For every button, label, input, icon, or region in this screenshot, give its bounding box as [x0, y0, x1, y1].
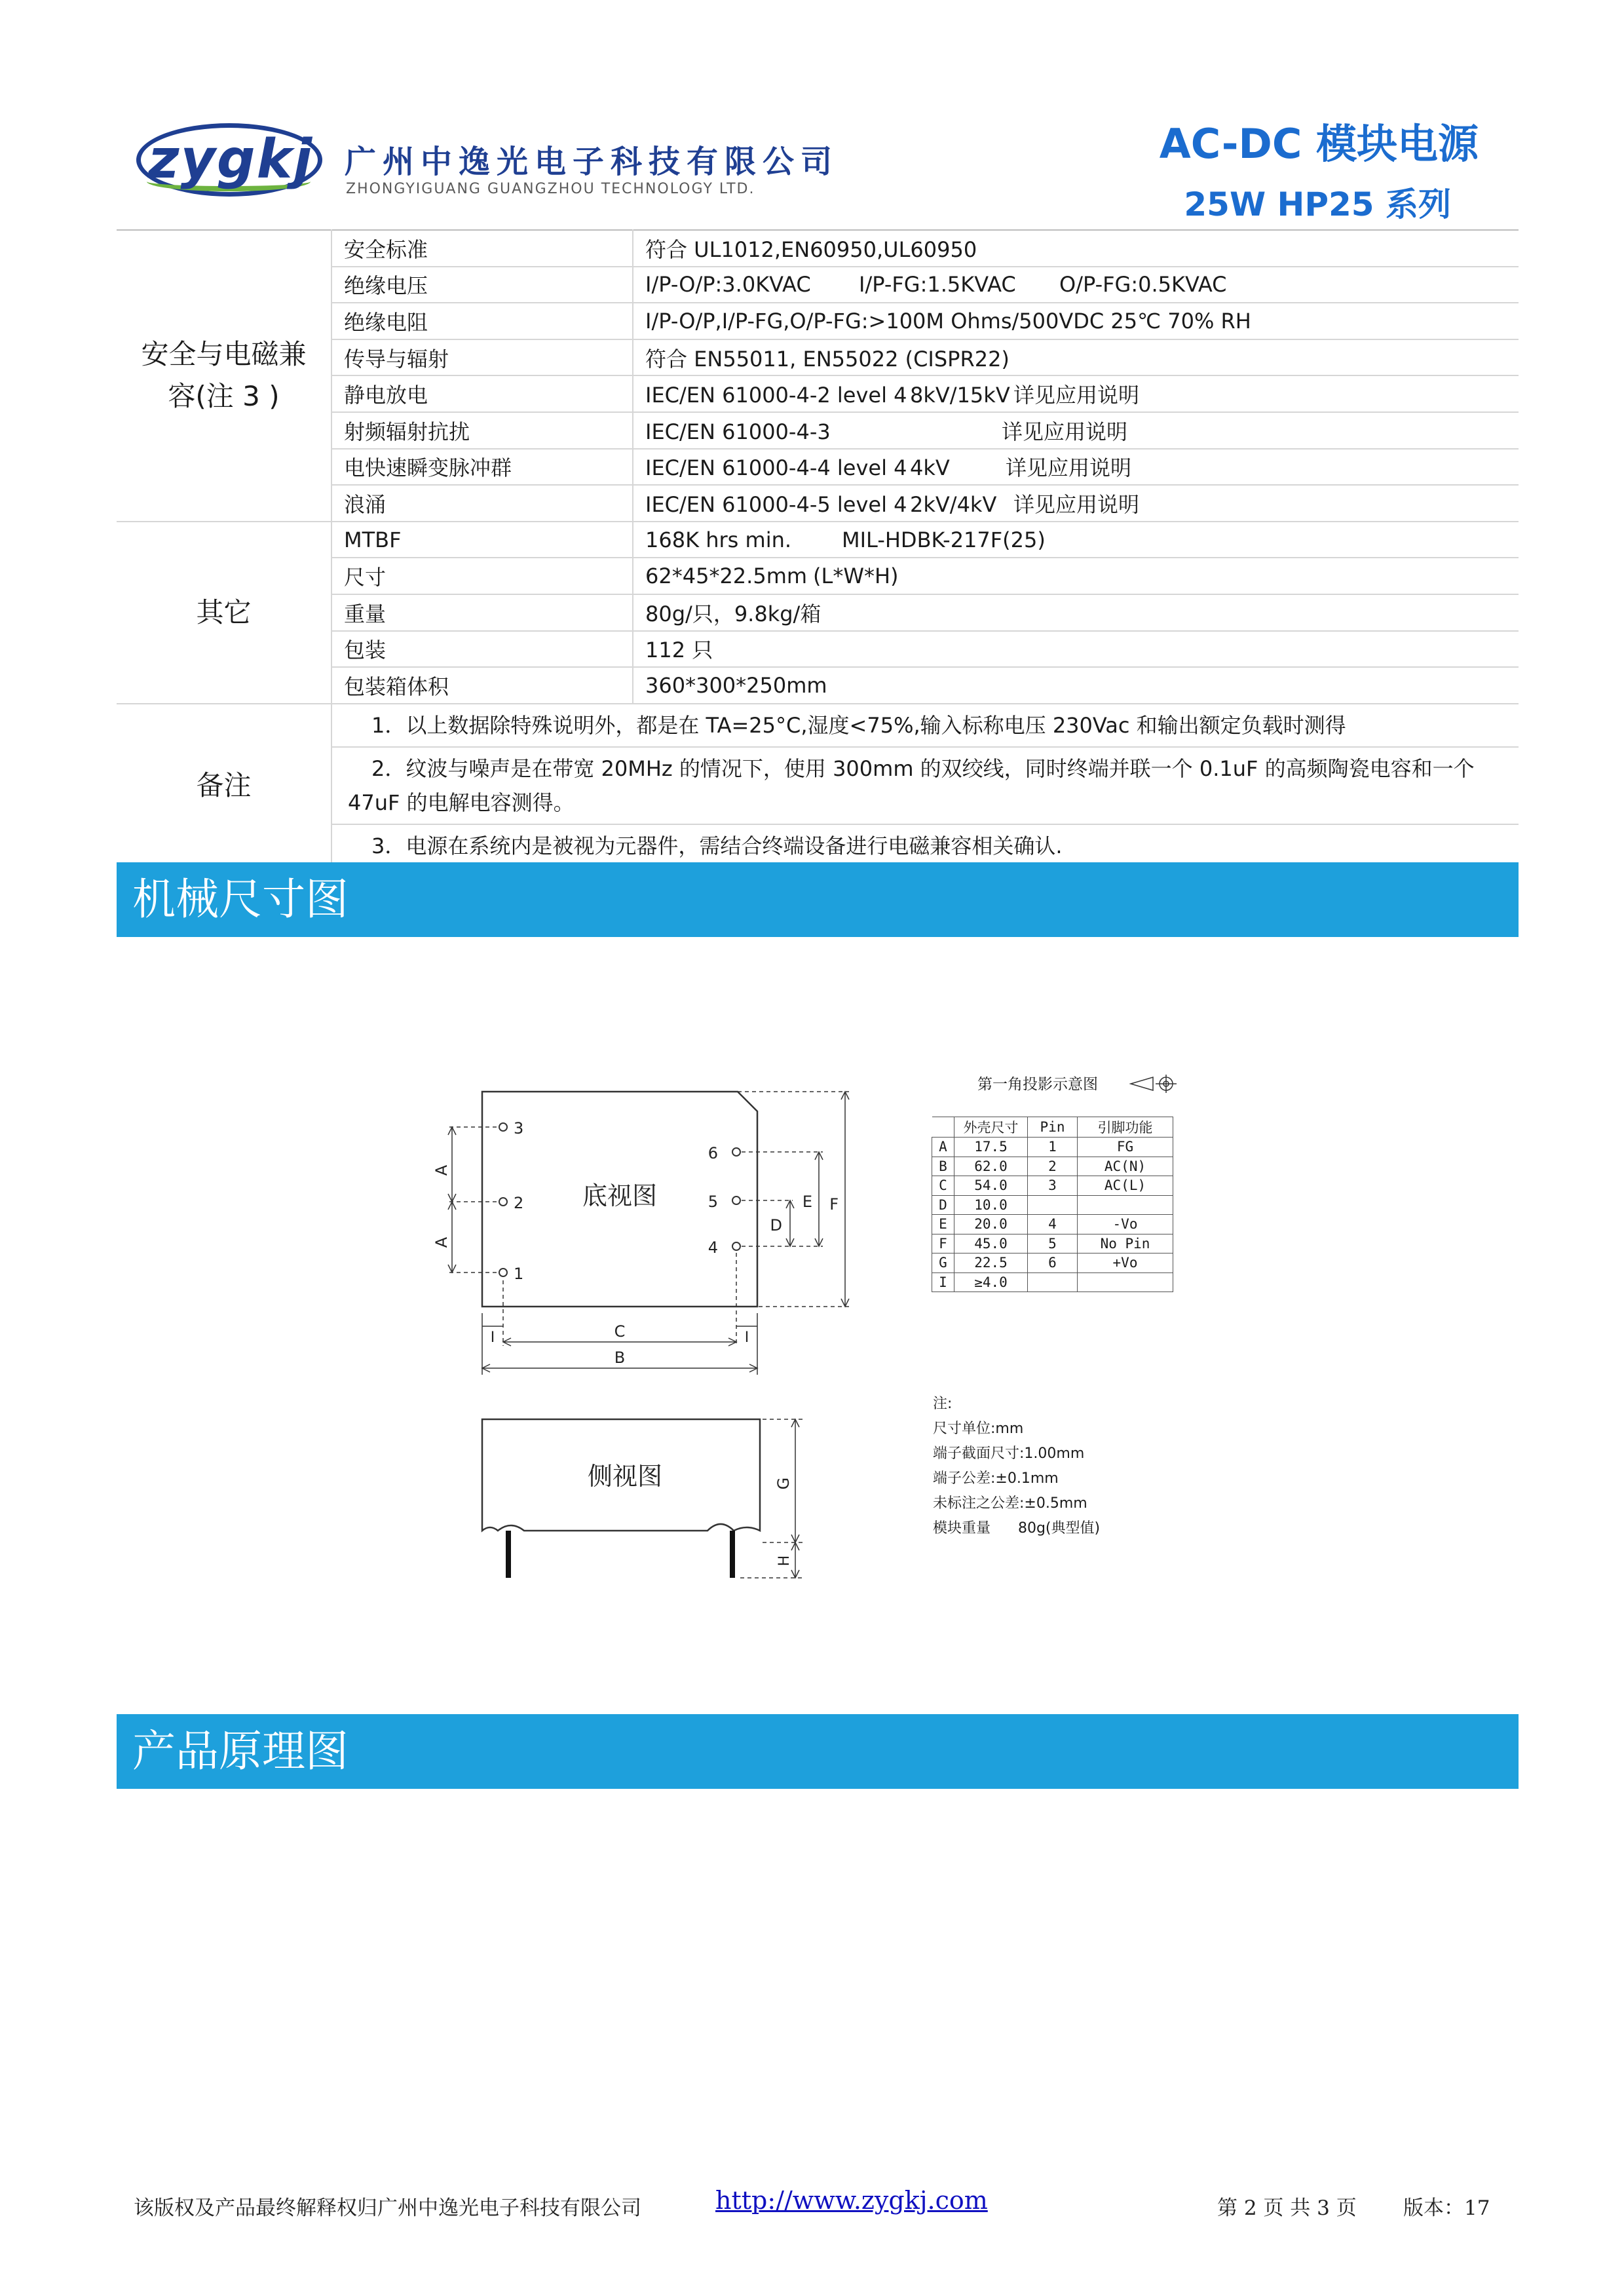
cell: -Vo: [1078, 1215, 1173, 1234]
value-part: 详见应用说明: [1006, 455, 1132, 481]
dim-label-b: B: [614, 1349, 626, 1367]
dimension-gh: [740, 1419, 803, 1578]
spec-name: 尺寸: [331, 558, 633, 594]
cell: ≥4.0: [954, 1272, 1028, 1292]
note-item: 2．纹波与噪声是在带宽 20MHz 的情况下，使用 300mm 的双绞线，同时终端并联一个 0.1uF 的高频陶瓷电容和一个 47uF 的电解电容测得。: [331, 747, 1519, 824]
table-row: [932, 1195, 1173, 1215]
cell: [1078, 1195, 1173, 1215]
pin-number: 6: [708, 1144, 718, 1162]
spec-value: I/P-O/P,I/P-FG,O/P-FG:>100M Ohms/500VDC 25℃ 70% RH: [633, 303, 1519, 339]
dimension-pin-table: [932, 1117, 1173, 1292]
dim-label-e: E: [802, 1193, 812, 1211]
note-item: 3．电源在系统内是被视为元器件，需结合终端设备进行电磁兼容相关确认.: [331, 824, 1519, 868]
note-line: 端子公差:±0.1mm: [933, 1470, 1059, 1487]
dim-label-f: F: [829, 1195, 839, 1214]
spec-name: 安全标准: [331, 230, 633, 267]
dim-label-a: A: [432, 1164, 451, 1176]
cell: E: [932, 1215, 954, 1234]
dim-label-a: A: [432, 1236, 451, 1248]
pin-dot: [732, 1148, 740, 1156]
cell: 10.0: [954, 1195, 1028, 1215]
table-row: [932, 1138, 1173, 1157]
pin-dot: [499, 1123, 507, 1131]
footer-copyright: 该版权及产品最终解释权归广州中逸光电子科技有限公司: [134, 2196, 641, 2220]
page-number: 第 2 页 共 3 页: [1217, 2196, 1357, 2220]
cell: AC(L): [1078, 1176, 1173, 1196]
pin-number: 1: [514, 1265, 524, 1283]
table-row: [932, 1272, 1173, 1292]
company-logo: zygkj: [147, 128, 314, 191]
spec-value: 80g/只，9.8kg/箱: [633, 594, 1519, 631]
note-line: 尺寸单位:mm: [933, 1421, 1024, 1437]
company-name-en: ZHONGYIGUANG GUANGZHOU TECHNOLOGY LTD.: [346, 181, 755, 197]
cell: 5: [1028, 1234, 1078, 1253]
projection-symbol-icon: [1131, 1075, 1177, 1093]
value-part: 详见应用说明: [1013, 491, 1140, 517]
cell: 45.0: [954, 1234, 1028, 1253]
spec-name: 包装箱体积: [331, 667, 633, 704]
spec-name: 绝缘电阻: [331, 303, 633, 339]
note-line: 模块重量 80g(典型值): [933, 1520, 1101, 1537]
spec-name: 电快速瞬变脉冲群: [331, 449, 633, 486]
pin-number: 4: [708, 1238, 718, 1257]
value-part: I/P-O/P:3.0KVAC: [645, 272, 811, 297]
header-func: 引脚功能: [1078, 1117, 1173, 1138]
dim-label-h: H: [776, 1555, 793, 1567]
value-part: 62*45*22.5mm: [645, 564, 808, 589]
value-part: 168K hrs min.: [645, 527, 792, 552]
spec-value: 符合 UL1012,EN60950,UL60950: [633, 230, 1519, 267]
dimension-a: [448, 1127, 499, 1272]
cell: No Pin: [1078, 1234, 1173, 1253]
spec-name: MTBF: [331, 522, 633, 558]
cell: 17.5: [954, 1138, 1028, 1157]
value-part: 2kV/4kV: [910, 491, 997, 517]
header-dims: 外壳尺寸: [954, 1117, 1028, 1138]
version-label: 版本：17: [1403, 2196, 1490, 2220]
dim-label-g: G: [774, 1477, 793, 1490]
spec-value: 360*300*250mm: [633, 667, 1519, 704]
product-title: AC-DC 模块电源: [1159, 120, 1479, 168]
dim-label-c: C: [614, 1322, 626, 1341]
pin-number: 3: [514, 1119, 524, 1138]
note-item: 1．以上数据除特殊说明外，都是在 TA=25°C,湿度<75%,输入标称电压 230Vac 和输出额定负载时测得: [331, 704, 1519, 747]
value-part: 4kV: [910, 455, 950, 481]
spec-value: 符合 EN55011, EN55022 (CISPR22): [633, 339, 1519, 376]
section-mechanical: 机械尺寸图: [117, 862, 1519, 937]
spec-name: 重量: [331, 594, 633, 631]
note-line: 未标注之公差:±0.5mm: [933, 1495, 1087, 1512]
spec-name: 包装: [331, 631, 633, 668]
cell: F: [932, 1234, 954, 1253]
cell: B: [932, 1157, 954, 1176]
pin-number: 5: [708, 1193, 718, 1211]
pin-dot: [499, 1198, 507, 1206]
value-part: I/P-FG:1.5KVAC: [859, 272, 1016, 297]
value-part: O/P-FG:0.5KVAC: [1059, 272, 1227, 297]
cell: 4: [1028, 1215, 1078, 1234]
website-link[interactable]: http://www.zygkj.com: [715, 2186, 988, 2215]
cell: 3: [1028, 1176, 1078, 1196]
category-cell: 其它: [117, 522, 331, 704]
dim-label-i: I: [744, 1330, 749, 1346]
pin-dot: [499, 1269, 507, 1276]
spec-name: 绝缘电压: [331, 267, 633, 303]
spec-name: 传导与辐射: [331, 339, 633, 376]
cell: G: [932, 1253, 954, 1273]
table-row: [932, 1253, 1173, 1273]
cell: 6: [1028, 1253, 1078, 1273]
value-part: IEC/EN 61000-4-5 level 4: [645, 491, 907, 517]
value-part: IEC/EN 61000-4-2 level 4: [645, 383, 907, 408]
header-pin: Pin: [1028, 1117, 1078, 1138]
bottom-view-label: 底视图: [582, 1181, 658, 1210]
cell: AC(N): [1078, 1157, 1173, 1176]
cell: FG: [1078, 1138, 1173, 1157]
cell: 22.5: [954, 1253, 1028, 1273]
dim-label-i: I: [490, 1330, 495, 1346]
company-name-cn: 广州中逸光电子科技有限公司: [345, 144, 839, 180]
drawing-notes: [933, 1392, 1100, 1541]
cell: [1028, 1195, 1078, 1215]
value-part: 详见应用说明: [1002, 419, 1128, 444]
note-line: 注:: [933, 1396, 953, 1412]
pin-dot: [732, 1196, 740, 1204]
cell: 62.0: [954, 1157, 1028, 1176]
cell: A: [932, 1138, 954, 1157]
cell: 54.0: [954, 1176, 1028, 1196]
cell: I: [932, 1272, 954, 1292]
spec-name: 浪涌: [331, 485, 633, 522]
pin-dot: [732, 1242, 740, 1250]
cell: [1078, 1272, 1173, 1292]
product-series: 25W HP25 系列: [1184, 185, 1451, 223]
cell: C: [932, 1176, 954, 1196]
projection-label: 第一角投影示意图: [977, 1076, 1098, 1093]
spec-value: 112 只: [633, 631, 1519, 668]
dim-label-d: D: [770, 1216, 782, 1234]
value-part: 8kV/15kV: [910, 383, 1010, 408]
section-schematic: 产品原理图: [117, 1714, 1519, 1789]
footer-url-wrap: [715, 2186, 988, 2215]
cell: 1: [1028, 1138, 1078, 1157]
pin-number: 2: [514, 1194, 524, 1212]
value-part: MIL-HDBK-217F(25): [842, 527, 1046, 552]
spec-name: 静电放电: [331, 375, 633, 412]
cell: [1028, 1272, 1078, 1292]
side-view-label: 侧视图: [587, 1462, 663, 1491]
spec-name: 射频辐射抗扰: [331, 412, 633, 449]
value-part: 详见应用说明: [1013, 383, 1140, 408]
table-row: [932, 1157, 1173, 1176]
table-header-row: [932, 1117, 1173, 1138]
cell: 2: [1028, 1157, 1078, 1176]
cell: D: [932, 1195, 954, 1215]
note-line: 端子截面尺寸:1.00mm: [933, 1445, 1085, 1462]
cell: +Vo: [1078, 1253, 1173, 1273]
value-part: IEC/EN 61000-4-4 level 4: [645, 455, 907, 481]
table-row: [932, 1176, 1173, 1196]
value-part: IEC/EN 61000-4-3: [645, 419, 831, 444]
table-row: [932, 1215, 1173, 1234]
category-cell: 备注: [117, 704, 331, 868]
category-cell: 安全与电磁兼容(注 3 ): [117, 230, 331, 522]
cell: 20.0: [954, 1215, 1028, 1234]
value-part: (L*W*H): [813, 564, 899, 589]
table-row: [932, 1234, 1173, 1253]
